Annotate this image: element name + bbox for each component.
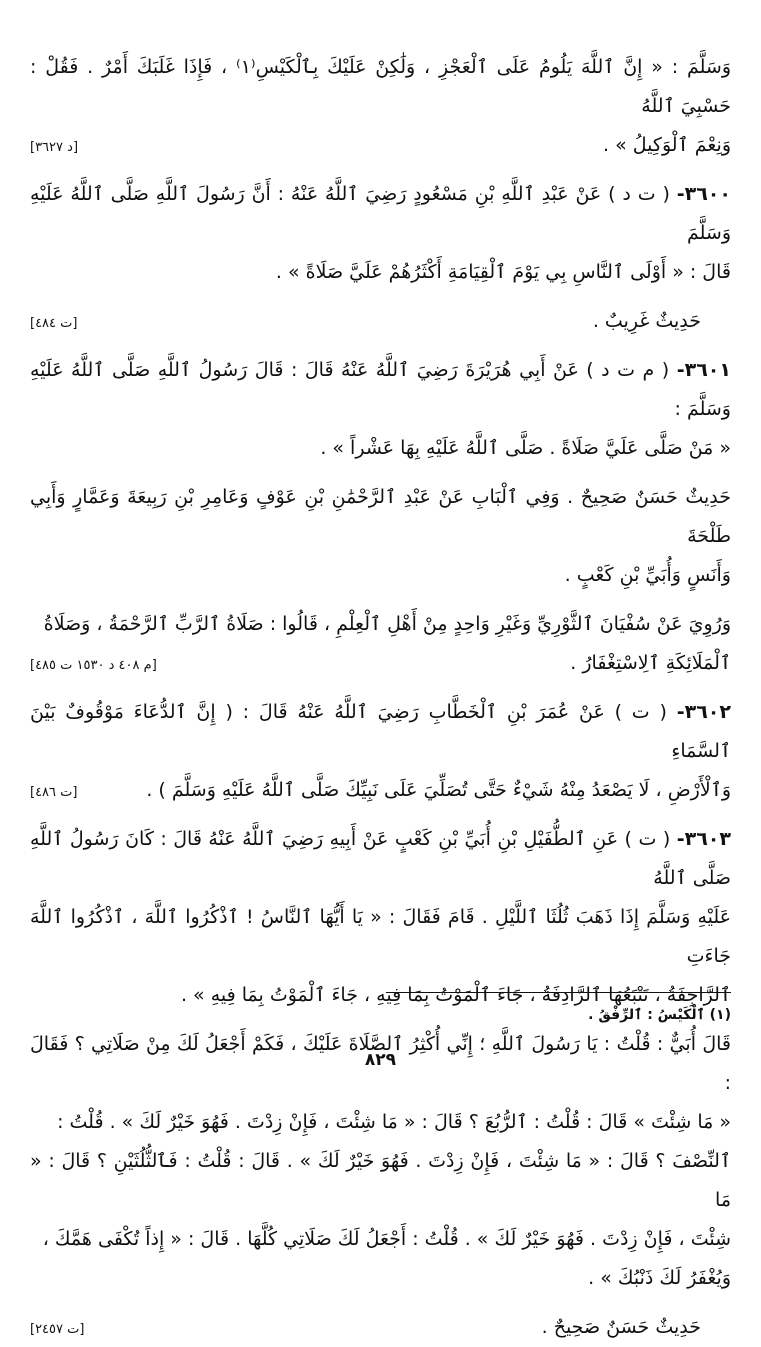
hadith-number: ٣٦٠٠- (676, 183, 731, 205)
text-line: ٱلْمَلَائِكَةِ ٱلِاسْتِغْفَارُ . (570, 652, 731, 674)
hadith-number: ٣٦٠٢- (676, 701, 731, 723)
grade-block-3600 (30, 302, 731, 341)
text-line: وَيُغْفَرُ لَكَ ذَنْبُكَ » . (588, 1267, 731, 1289)
text-line: ( م ت د ) عَنْ أَبِي هُرَيْرَةَ رَضِيَ ٱللَّهُ عَنْهُ قَالَ : قَالَ رَسُولُ ٱللَّهِ صَلَّى ٱللَّهُ عَلَيْهِ وَسَلَّمَ : (30, 359, 731, 420)
hadith-first-line (30, 820, 731, 898)
text-block-1 (30, 48, 731, 165)
hadith-number: ٣٦٠١- (676, 359, 731, 381)
hadith-first-line (30, 175, 731, 253)
text-line: ( ت ) عَنِ ٱلطُّفَيْلِ بْنِ أُبَيِّ بْنِ كَعْبٍ عَنْ أَبِيهِ رَضِيَ ٱللَّهُ عَنْهُ قَالَ : كَانَ رَسُولُ ٱللَّهِ صَلَّى ٱللَّهُ (30, 828, 731, 889)
hadith-grade: حَدِيثٌ غَرِيبٌ . (592, 310, 701, 332)
line-with-reference (30, 771, 731, 810)
text-line: وَرُوِيَ عَنْ سُفْيَانَ ٱلثَّوْرِيِّ وَغَيْرِ وَاحِدٍ مِنْ أَهْلِ ٱلْعِلْمِ ، قَالُوا : صَلَاةُ ٱلرَّبِّ ٱلرَّحْمَةُ ، وَصَلَاةُ (43, 613, 731, 635)
text-line: شِئْتَ ، فَإِنْ زِدْتَ . فَهُوَ خَيْرٌ لَكَ » . قُلْتُ : أَجْعَلُ لَكَ صَلَاتِي كُلَّهَا . قَالَ : « إِذاً تُكْفَى هَمَّكَ ، (42, 1228, 731, 1250)
footnote: (١) ٱلْكَيْسُ : ٱلرِّفْقُ . (588, 1007, 731, 1023)
hadith-grade: حَدِيثٌ حَسَنٌ صَحِيحٌ . (541, 1316, 701, 1338)
line-with-reference (30, 1308, 731, 1347)
hadith-3602 (30, 693, 731, 810)
text-line: « مَنْ صَلَّى عَلَيَّ صَلَاةً . صَلَّى ٱللَّهُ عَلَيْهِ بِهَا عَشْراً » . (320, 437, 731, 459)
text-line: وَٱلْأَرْضِ ، لَا يَصْعَدُ مِنْهُ شَيْءٌ حَتَّى تُصَلِّيَ عَلَى نَبِيِّكَ صَلَّى ٱللَّهُ عَلَيْهِ وَسَلَّمَ ) . (146, 779, 731, 801)
source-reference: [م ٤٠٨ د ١٥٣٠ ت ٤٨٥] (30, 658, 157, 673)
text-line: حَدِيثٌ حَسَنٌ صَحِيحٌ . وَفِي ٱلْبَابِ عَنْ عَبْدِ ٱلرَّحْمَٰنِ بْنِ عَوْفٍ وَعَامِرِ بْنِ رَبِيعَةَ وَعَمَّارٍ وَأَبِي طَلْحَةَ (30, 486, 731, 547)
text-line: قَالَ أُبَيٌّ : قُلْتُ : يَا رَسُولَ ٱللَّهِ ؛ إِنِّي أُكْثِرُ ٱلصَّلَاةَ عَلَيْكَ ، فَكَمْ أَجْعَلُ لَكَ مِنْ صَلَاتِي ؟ فَقَالَ : (30, 1033, 731, 1094)
text-line: وَأَنَسٍ وَأُبَيِّ بْنِ كَعْبٍ . (564, 564, 731, 586)
text-line: وَنِعْمَ ٱلْوَكِيلُ » . (603, 134, 731, 156)
line-with-reference (30, 644, 731, 683)
hadith-3601 (30, 351, 731, 468)
source-reference: [ت ٢٤٥٧] (30, 1322, 85, 1337)
grade-block-3603 (30, 1308, 731, 1347)
source-reference: [ت ٤٨٦] (30, 785, 78, 800)
hadith-first-line (30, 351, 731, 429)
source-reference: [د ٣٦٢٧] (30, 140, 79, 155)
text-line: ( ت ) عَنْ عُمَرَ بْنِ ٱلْخَطَّابِ رَضِيَ ٱللَّهُ عَنْهُ قَالَ : ( إِنَّ ٱلدُّعَاءَ مَوْقُوفٌ بَيْنَ ٱلسَّمَاءِ (30, 701, 731, 762)
commentary-block (30, 605, 731, 683)
line-with-reference (30, 126, 731, 165)
hadith-first-line (30, 693, 731, 771)
hadith-3600 (30, 175, 731, 292)
line-with-reference (30, 302, 731, 341)
grade-block-3601 (30, 478, 731, 595)
text-line: ٱلنِّصْفَ ؟ قَالَ : « مَا شِئْتَ ، فَإِنْ زِدْتَ . فَهُوَ خَيْرٌ لَكَ » . قَالَ : قُلْتُ : فَٱلثُّلُثَيْنِ ؟ قَالَ : « مَا (30, 1150, 731, 1211)
footnote-divider (386, 992, 731, 993)
text-line: قَالَ : « أَوْلَى ٱلنَّاسِ بِي يَوْمَ ٱلْقِيَامَةِ أَكْثَرُهُمْ عَلَيَّ صَلَاةً » . (275, 261, 731, 283)
source-reference: [ت ٤٨٤] (30, 316, 78, 331)
page-number: ٨٢٩ (364, 1050, 397, 1070)
hadith-number: ٣٦٠٣- (676, 828, 731, 850)
text-line: ٱلرَّاجِفَةُ ، تَتْبَعُهَا ٱلرَّادِفَةُ ، جَاءَ ٱلْمَوْتُ بِمَا فِيهِ ، جَاءَ ٱلْمَوْتُ بِمَا فِيهِ » . (180, 984, 731, 1006)
text-line: وَسَلَّمَ : « إِنَّ ٱللَّهَ يَلُومُ عَلَى ٱلْعَجْزِ ، وَلَٰكِنْ عَلَيْكَ بِٱلْكَيْسِ⁽١⁾ ، فَإِذَا غَلَبَكَ أَمْرٌ . فَقُلْ : حَسْبِيَ ٱللَّهُ (30, 56, 731, 117)
text-line: ( ت د ) عَنْ عَبْدِ ٱللَّهِ بْنِ مَسْعُودٍ رَضِيَ ٱللَّهُ عَنْهُ : أَنَّ رَسُولَ ٱللَّهِ صَلَّى ٱللَّهُ عَلَيْهِ وَسَلَّمَ (30, 183, 731, 244)
text-line: عَلَيْهِ وَسَلَّمَ إِذَا ذَهَبَ ثُلُثَا ٱللَّيْلِ . قَامَ فَقَالَ : « يَا أَيُّهَا ٱلنَّاسُ ! ٱذْكُرُوا ٱللَّهَ ، ٱذْكُرُوا ٱللَّهَ جَاءَتِ (30, 906, 731, 967)
hadith-3603 (30, 820, 731, 1015)
text-line: « مَا شِئْتَ » قَالَ : قُلْتُ : ٱلرُّبُعَ ؟ قَالَ : « مَا شِئْتَ ، فَإِنْ زِدْتَ . فَهُوَ خَيْرٌ لَكَ » . قُلْتُ : (57, 1111, 731, 1133)
